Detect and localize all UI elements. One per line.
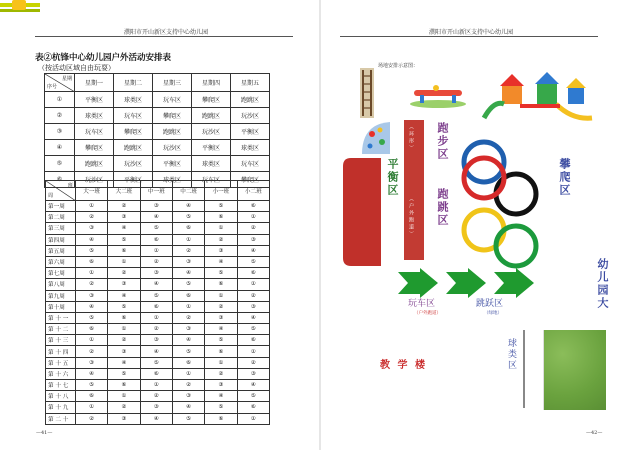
table1-col-header: 星期五	[231, 74, 270, 92]
table2-cell: ①	[205, 223, 237, 234]
table2-row	[46, 312, 270, 323]
rotation-table	[45, 180, 270, 425]
table2-cell: ⑤	[205, 268, 237, 279]
right-page-number: —42—	[586, 430, 603, 436]
table2-cell: ②	[172, 245, 204, 256]
table1-col-header: 星期一	[75, 74, 114, 92]
ring-green	[496, 226, 536, 266]
table1-row-number: ②	[45, 108, 75, 124]
table2-cell: ③	[172, 256, 204, 267]
table2-cell: ①	[237, 346, 269, 357]
table1-cell: 玩车区	[114, 108, 153, 124]
table2-cell: ④	[140, 212, 172, 223]
table2-col-header: 大二班	[108, 181, 140, 201]
table2-cell: ④	[140, 346, 172, 357]
table1-row-number: ⑤	[45, 156, 75, 172]
table1-cell: 攀爬区	[231, 172, 270, 188]
table2-cell: ④	[76, 368, 108, 379]
table2-cell: ⑥	[140, 301, 172, 312]
table2-week-label: 第 十 五	[46, 357, 76, 368]
table2-row	[46, 290, 270, 301]
table2-cell: ④	[205, 391, 237, 402]
table2-corner: 班 周	[46, 181, 76, 201]
ball-field-boundary	[523, 330, 525, 408]
table2-cell: ④	[108, 357, 140, 368]
table2-cell: ①	[172, 301, 204, 312]
table2-cell: ④	[76, 301, 108, 312]
table2-cell: ③	[140, 268, 172, 279]
table2-week-label: 第二周	[46, 212, 76, 223]
table2-row	[46, 245, 270, 256]
table1-cell: 平衡区	[192, 140, 231, 156]
table1-cell: 球类区	[192, 156, 231, 172]
table2-week-label: 第 十 七	[46, 380, 76, 391]
table2-cell: ③	[108, 212, 140, 223]
table2-cell: ①	[172, 368, 204, 379]
table2-row	[46, 223, 270, 234]
table2-cell: ②	[205, 234, 237, 245]
table2-row	[46, 335, 270, 346]
table1-row	[45, 156, 270, 172]
direction-arrows	[398, 268, 548, 298]
table2-week-label: 第 二 十	[46, 413, 76, 424]
table2-cell: ⑤	[76, 312, 108, 323]
table2-cell: ⑥	[76, 324, 108, 335]
table2-row	[46, 301, 270, 312]
table1-row	[45, 124, 270, 140]
table2-cell: ③	[237, 368, 269, 379]
table2-cell: ①	[76, 268, 108, 279]
table2-cell: ⑥	[237, 201, 269, 212]
table2-cell: ⑥	[205, 212, 237, 223]
table2-cell: ④	[140, 279, 172, 290]
corner-logo	[0, 0, 40, 14]
table2-cell: ⑤	[140, 223, 172, 234]
table1-cell: 跑跳区	[75, 156, 114, 172]
table2-cell: ④	[237, 312, 269, 323]
table2-cell: ①	[205, 357, 237, 368]
table2-cell: ⑤	[76, 245, 108, 256]
table1-cell: 玩车区	[75, 124, 114, 140]
table2-cell: ⑤	[237, 324, 269, 335]
table2-cell: ③	[108, 346, 140, 357]
left-header-rule	[35, 36, 293, 37]
table2-cell: ⑥	[140, 368, 172, 379]
table2-cell: ⑤	[205, 335, 237, 346]
table1-cell: 球类区	[75, 108, 114, 124]
run-zone-label: 跑步区	[436, 122, 449, 161]
table2-cell: ④	[172, 335, 204, 346]
table1-col-header: 星期二	[114, 74, 153, 92]
table2-cell: ④	[205, 324, 237, 335]
table1-col-header: 星期三	[153, 74, 192, 92]
table2-col-header: 中二班	[172, 181, 204, 201]
table2-cell: ②	[205, 368, 237, 379]
table2-row	[46, 402, 270, 413]
table2-cell: ⑥	[237, 402, 269, 413]
table2-cell: ⑥	[108, 245, 140, 256]
doc-title: 表②杭锋中心幼儿园户外活动安排表	[35, 53, 172, 63]
table1-cell: 平衡区	[153, 156, 192, 172]
table2-row	[46, 279, 270, 290]
table2-col-header: 小二班	[237, 181, 269, 201]
table2-col-header: 大一班	[76, 181, 108, 201]
leap-zone-note: （绿地）	[484, 311, 502, 316]
table2-week-label: 第一周	[46, 201, 76, 212]
left-header: 濮阳市开山新区支持中心幼儿园	[124, 29, 209, 36]
table2-cell: ③	[205, 312, 237, 323]
table2-row	[46, 324, 270, 335]
table1-cell: 玩沙区	[231, 108, 270, 124]
left-page-number: —41—	[36, 430, 53, 436]
table2-cell: ⑥	[205, 346, 237, 357]
table2-cell: ⑥	[172, 357, 204, 368]
table2-cell: ⑤	[237, 256, 269, 267]
table1-cell: 跑跳区	[231, 92, 270, 108]
leap-zone-label: 跳跃区	[476, 299, 504, 309]
table2-cell: ⑤	[108, 301, 140, 312]
table2-cell: ⑥	[140, 234, 172, 245]
table2-cell: ②	[140, 324, 172, 335]
table2-cell: ②	[237, 357, 269, 368]
ball-field-grass	[543, 330, 606, 410]
table2-week-label: 第 十 八	[46, 391, 76, 402]
table1-corner: 星期 序号	[45, 74, 75, 92]
table2-cell: ①	[140, 312, 172, 323]
table1-cell: 平衡区	[75, 92, 114, 108]
table1-cell: 玩车区	[231, 156, 270, 172]
table2-row	[46, 201, 270, 212]
right-header: 濮阳市开山新区支持中心幼儿园	[429, 29, 514, 36]
table2-row	[46, 268, 270, 279]
table1-cell: 玩沙区	[153, 140, 192, 156]
table2-cell: ①	[108, 324, 140, 335]
table2-row	[46, 212, 270, 223]
table2-week-label: 第 十 一	[46, 312, 76, 323]
table2-cell: ④	[237, 380, 269, 391]
table2-cell: ⑥	[172, 290, 204, 301]
table2-cell: ③	[205, 380, 237, 391]
book-spine	[319, 0, 321, 450]
table1-cell: 球类区	[153, 172, 192, 188]
table1-cell: 玩沙区	[75, 172, 114, 188]
table2-week-label: 第 十 四	[46, 346, 76, 357]
table2-cell: ⑤	[205, 201, 237, 212]
climbing-ladder-photo	[360, 68, 374, 118]
table2-cell: ⑥	[76, 256, 108, 267]
table2-cell: ③	[76, 290, 108, 301]
table2-cell: ③	[108, 413, 140, 424]
jump-zone-label: 跑跳区	[436, 188, 449, 227]
table2-cell: ⑤	[108, 234, 140, 245]
table1-row-number: ①	[45, 92, 75, 108]
table2-cell: ③	[76, 357, 108, 368]
table2-cell: ⑥	[237, 335, 269, 346]
table2-cell: ②	[76, 279, 108, 290]
table2-cell: ①	[172, 234, 204, 245]
table2-col-header: 小一班	[205, 181, 237, 201]
table2-row	[46, 380, 270, 391]
table2-cell: ②	[140, 256, 172, 267]
table1-row-number: ③	[45, 124, 75, 140]
table1-row-number: ④	[45, 140, 75, 156]
table2-cell: ⑤	[172, 346, 204, 357]
table1-cell: 平衡区	[114, 172, 153, 188]
table2-week-label: 第七周	[46, 268, 76, 279]
table2-week-label: 第 十 二	[46, 324, 76, 335]
jump-zone-note: （户外跑道）	[408, 196, 414, 238]
table2-cell: ②	[237, 290, 269, 301]
car-zone-label: 玩车区	[408, 299, 436, 309]
table2-cell: ⑤	[172, 212, 204, 223]
table1-cell: 攀爬区	[192, 92, 231, 108]
table2-cell: ③	[172, 324, 204, 335]
table1-cell: 跑跳区	[192, 108, 231, 124]
table2-week-label: 第三周	[46, 223, 76, 234]
table1-cell: 球类区	[114, 92, 153, 108]
table2-cell: ③	[140, 201, 172, 212]
table1-cell: 玩沙区	[192, 124, 231, 140]
table1-cell: 玩沙区	[114, 156, 153, 172]
table2-row	[46, 256, 270, 267]
table2-cell: ①	[237, 212, 269, 223]
table2-row	[46, 368, 270, 379]
run-zone-note: （环形）	[408, 124, 414, 152]
table2-cell: ①	[108, 391, 140, 402]
table2-cell: ②	[108, 335, 140, 346]
table2-row	[46, 357, 270, 368]
table2-cell: ⑤	[140, 357, 172, 368]
table2-cell: ①	[237, 413, 269, 424]
climbing-wall-photo	[360, 120, 392, 156]
playground-slide-photo	[480, 70, 595, 122]
balance-beam-photo	[410, 80, 466, 108]
table1-row	[45, 108, 270, 124]
table2-cell: ④	[172, 268, 204, 279]
table2-week-label: 第八周	[46, 279, 76, 290]
table2-week-label: 第十周	[46, 301, 76, 312]
table2-cell: ①	[140, 380, 172, 391]
rings-area	[456, 138, 544, 270]
table2-cell: ⑥	[205, 279, 237, 290]
table2-cell: ③	[237, 234, 269, 245]
table2-cell: ②	[108, 268, 140, 279]
balance-zone-label: 平衡区	[386, 158, 399, 197]
table2-cell: ②	[140, 391, 172, 402]
table1-cell: 攀爬区	[114, 124, 153, 140]
table2-week-label: 第 十 三	[46, 335, 76, 346]
table2-cell: ⑥	[76, 391, 108, 402]
ball-zone-label: 球类区	[506, 338, 516, 371]
table2-week-label: 第九周	[46, 290, 76, 301]
table1-cell: 玩车区	[192, 172, 231, 188]
table2-cell: ④	[205, 256, 237, 267]
table2-cell: ⑤	[76, 380, 108, 391]
table2-cell: ①	[76, 402, 108, 413]
table2-cell: ③	[76, 223, 108, 234]
table2-week-label: 第六周	[46, 256, 76, 267]
table2-cell: ④	[108, 223, 140, 234]
table1-cell: 平衡区	[231, 124, 270, 140]
table2-row	[46, 234, 270, 245]
table2-cell: ③	[237, 301, 269, 312]
climb-zone-label: 攀爬区	[558, 158, 571, 197]
table1-cell: 球类区	[231, 140, 270, 156]
table2-row	[46, 391, 270, 402]
table2-cell: ①	[237, 279, 269, 290]
table1-row-number: ⑥	[45, 172, 75, 188]
table2-cell: ⑥	[205, 413, 237, 424]
teaching-building-label: 教 学 楼	[380, 360, 427, 371]
table2-cell: ②	[76, 413, 108, 424]
table2-cell: ①	[76, 201, 108, 212]
table2-row	[46, 346, 270, 357]
table2-cell: ②	[76, 346, 108, 357]
table2-cell: ⑥	[172, 223, 204, 234]
table2-cell: ⑤	[108, 368, 140, 379]
table2-cell: ③	[140, 402, 172, 413]
table1-body	[45, 92, 270, 188]
doc-subtitle: （按活动区域自由玩耍）	[38, 64, 115, 72]
table2-cell: ②	[76, 212, 108, 223]
table2-cell: ④	[108, 290, 140, 301]
site-photo-label: 场地安排示意图：	[378, 63, 419, 69]
table2-cell: ⑤	[237, 391, 269, 402]
right-header-rule	[340, 36, 598, 37]
table2-cell: ④	[76, 234, 108, 245]
table1-cell: 玩车区	[153, 92, 192, 108]
table2-cell: ④	[237, 245, 269, 256]
table1-cell: 攀爬区	[75, 140, 114, 156]
table2-cell: ①	[108, 256, 140, 267]
table2-week-label: 第四周	[46, 234, 76, 245]
table2-cell: ⑥	[108, 380, 140, 391]
table2-cell: ④	[172, 402, 204, 413]
table2-cell: ①	[76, 335, 108, 346]
table2-cell: ③	[108, 279, 140, 290]
table2-cell: ④	[140, 413, 172, 424]
table2-cell: ③	[140, 335, 172, 346]
table2-week-label: 第五周	[46, 245, 76, 256]
table2-week-label: 第 十 九	[46, 402, 76, 413]
table2-cell: ②	[205, 301, 237, 312]
table2-cell: ③	[172, 391, 204, 402]
table1-row	[45, 140, 270, 156]
table2-cell: ②	[172, 312, 204, 323]
table2-cell: ②	[108, 201, 140, 212]
weekly-area-table	[44, 73, 270, 188]
table2-cell: ⑤	[205, 402, 237, 413]
table2-week-label: 第 十 六	[46, 368, 76, 379]
table1-row	[45, 92, 270, 108]
table2-row	[46, 413, 270, 424]
table2-cell: ⑤	[172, 413, 204, 424]
table1-col-header: 星期四	[192, 74, 231, 92]
table2-cell: ④	[172, 201, 204, 212]
table1-cell: 跑跳区	[114, 140, 153, 156]
balance-zone-shape	[343, 158, 381, 266]
table2-cell: ②	[172, 380, 204, 391]
table2-cell: ⑥	[108, 312, 140, 323]
kindergarten-label: 幼儿园大	[596, 258, 609, 310]
table2-body	[46, 201, 270, 425]
table2-cell: ⑤	[172, 279, 204, 290]
table2-cell: ③	[205, 245, 237, 256]
table1-cell: 跑跳区	[153, 124, 192, 140]
table2-cell: ⑤	[140, 290, 172, 301]
table2-cell: ②	[108, 402, 140, 413]
table2-col-header: 中一班	[140, 181, 172, 201]
table2-cell: ⑥	[237, 268, 269, 279]
table2-cell: ①	[205, 290, 237, 301]
table1-cell: 攀爬区	[153, 108, 192, 124]
table2-cell: ②	[237, 223, 269, 234]
car-zone-note: （户外跑道）	[414, 311, 441, 316]
table2-cell: ①	[140, 245, 172, 256]
